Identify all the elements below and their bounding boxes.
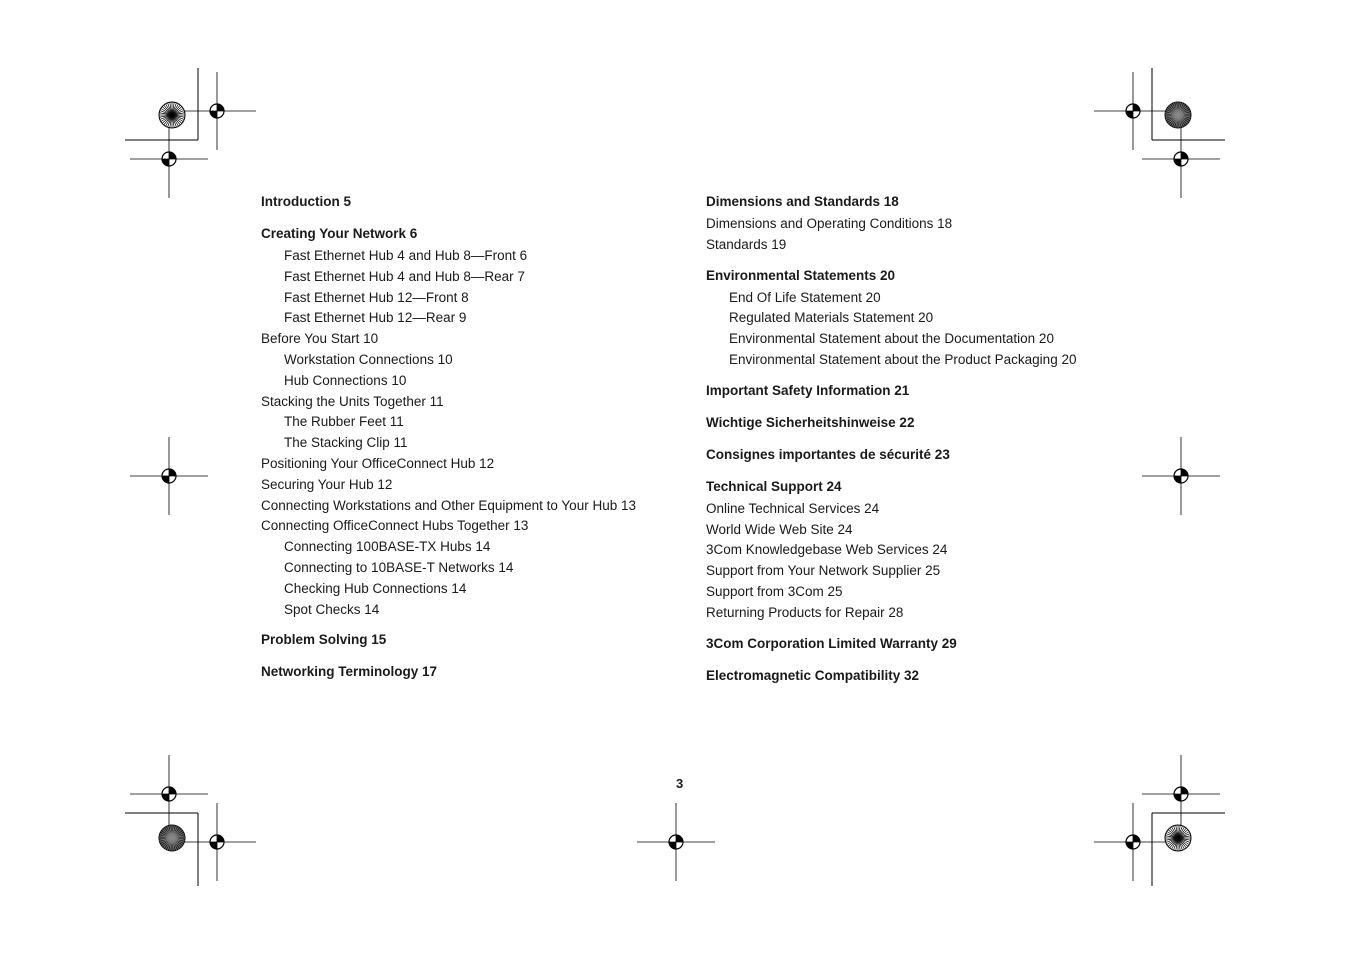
toc-entry: Environmental Statement about the Documentation 20 xyxy=(729,331,1054,347)
toc-entry: Connecting OfficeConnect Hubs Together 13 xyxy=(261,518,529,534)
toc-entry: Environmental Statement about the Product Packaging 20 xyxy=(729,351,1077,367)
toc-section-heading: Wichtige Sicherheitshinweise 22 xyxy=(706,414,915,430)
toc-entry: Dimensions and Operating Conditions 18 xyxy=(706,216,953,231)
toc-entry: Regulated Materials Statement 20 xyxy=(729,310,934,326)
toc-entry: Fast Ethernet Hub 12—Front 8 xyxy=(284,289,469,305)
registration-mark-icon xyxy=(637,803,715,881)
toc-entry: Checking Hub Connections 14 xyxy=(284,580,467,596)
toc-entry: Hub Connections 10 xyxy=(284,372,407,388)
registration-mark-icon xyxy=(1142,755,1220,833)
registration-mark-icon xyxy=(1094,72,1172,150)
toc-entry: Securing Your Hub 12 xyxy=(261,476,393,492)
starburst-mark-icon xyxy=(159,825,185,851)
toc-entry: Positioning Your OfficeConnect Hub 12 xyxy=(261,455,495,471)
toc-entry: Support from 3Com 25 xyxy=(706,583,843,599)
registration-mark-icon xyxy=(1142,120,1220,198)
toc-entry: Before You Start 10 xyxy=(261,331,379,347)
toc-entry: The Stacking Clip 11 xyxy=(284,435,408,451)
crop-marks xyxy=(125,68,1225,886)
toc-section-heading: Dimensions and Standards 18 xyxy=(706,194,899,209)
starburst-marks xyxy=(159,102,1191,851)
toc-entry: End Of Life Statement 20 xyxy=(729,289,881,305)
toc-section-heading: Environmental Statements 20 xyxy=(706,267,896,283)
registration-mark-icon xyxy=(130,437,208,515)
toc-section-heading: Problem Solving 15 xyxy=(261,632,387,648)
toc-entry: Workstation Connections 10 xyxy=(284,351,453,367)
toc-entry: Support from Your Network Supplier 25 xyxy=(706,563,941,579)
page-number: 3 xyxy=(676,776,684,791)
toc-entry: World Wide Web Site 24 xyxy=(706,521,853,537)
toc-section-heading: Networking Terminology 17 xyxy=(261,664,438,680)
toc-entry: Spot Checks 14 xyxy=(284,601,380,617)
toc-section-heading: Introduction 5 xyxy=(261,194,351,209)
registration-marks xyxy=(130,72,1220,881)
toc-section-heading: Consignes importantes de sécurité 23 xyxy=(706,446,950,462)
toc-section-heading: Important Safety Information 21 xyxy=(706,382,910,398)
toc-entry: Online Technical Services 24 xyxy=(706,500,880,516)
registration-mark-icon xyxy=(130,755,208,833)
toc-entry: Connecting 100BASE-TX Hubs 14 xyxy=(284,539,491,555)
toc-entry: Fast Ethernet Hub 4 and Hub 8—Rear 7 xyxy=(284,268,525,284)
starburst-mark-icon xyxy=(1165,825,1191,851)
toc-entry: Connecting Workstations and Other Equipment to Your Hub 13 xyxy=(261,497,636,513)
toc-section-heading: Electromagnetic Compatibility 32 xyxy=(706,667,920,683)
toc-entry: Connecting to 10BASE-T Networks 14 xyxy=(284,559,514,575)
registration-mark-icon xyxy=(1094,803,1172,881)
toc-section-heading: Technical Support 24 xyxy=(706,478,842,494)
registration-mark-icon xyxy=(1142,437,1220,515)
toc-entry: Standards 19 xyxy=(706,236,787,252)
toc-entry: Returning Products for Repair 28 xyxy=(706,604,904,620)
registration-mark-icon xyxy=(130,120,208,198)
toc-entry: The Rubber Feet 11 xyxy=(284,414,404,430)
toc-entry: 3Com Knowledgebase Web Services 24 xyxy=(706,542,948,558)
starburst-mark-icon xyxy=(1165,102,1191,128)
starburst-mark-icon xyxy=(159,102,185,128)
toc-section-heading: 3Com Corporation Limited Warranty 29 xyxy=(706,635,957,651)
toc-entry: Fast Ethernet Hub 4 and Hub 8—Front 6 xyxy=(284,248,528,263)
registration-mark-icon xyxy=(178,72,256,150)
registration-mark-icon xyxy=(178,803,256,881)
toc-entry: Fast Ethernet Hub 12—Rear 9 xyxy=(284,310,467,326)
toc-entry: Stacking the Units Together 11 xyxy=(261,393,444,409)
toc-section-heading: Creating Your Network 6 xyxy=(261,226,418,241)
